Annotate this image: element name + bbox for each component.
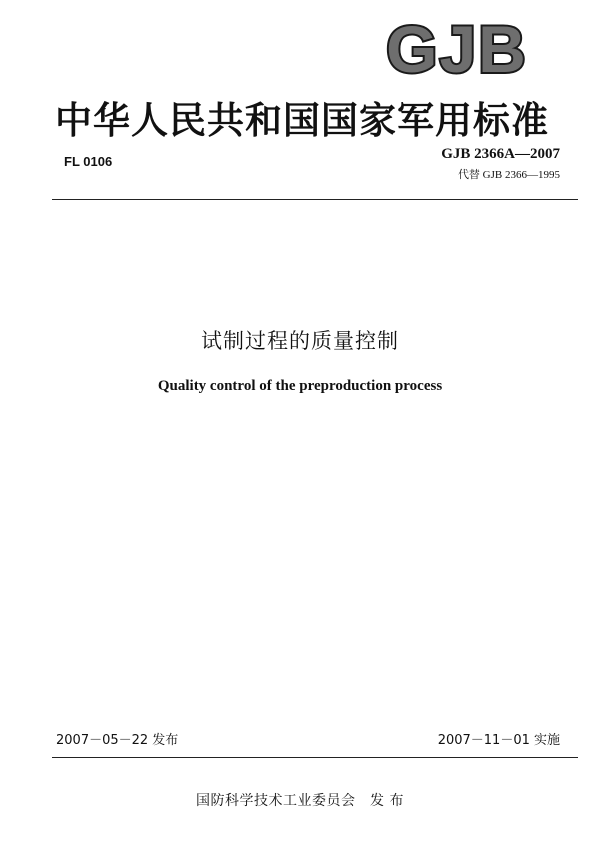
document-title-chinese: 试制过程的质量控制 (201, 329, 399, 353)
header-divider (52, 199, 578, 200)
standard-type-heading: 中华人民共和国国家军用标准 (55, 99, 549, 142)
classification-code: FL 0106 (64, 154, 113, 169)
implementation-date: 2007－11－01 实施 (437, 733, 560, 748)
footer-divider (52, 757, 578, 758)
gjb-logo-text: GJB (386, 14, 528, 80)
publisher: 国防科学技术工业委员会 发 布 (196, 793, 404, 809)
gjb-logo (372, 14, 542, 80)
standard-number: GJB 2366A—2007 (441, 146, 560, 162)
replaces-standard: 代替 GJB 2366—1995 (457, 169, 560, 181)
document-title-english: Quality control of the preproduction process (157, 378, 443, 394)
issue-date: 2007－05－22 发布 (56, 733, 179, 748)
